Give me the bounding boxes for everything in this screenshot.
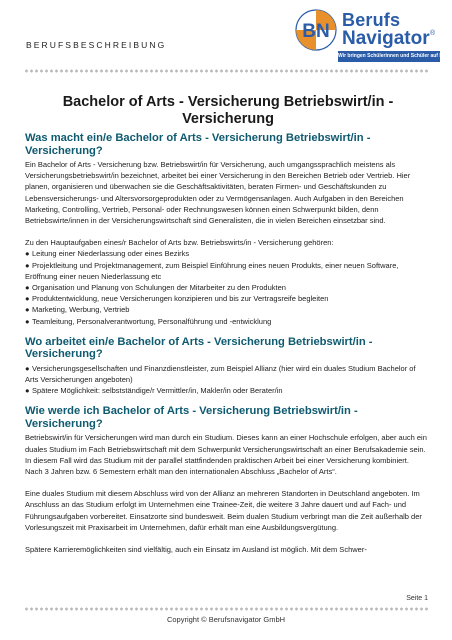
section-heading-was-macht: Was macht ein/e Bachelor of Arts - Versicherung Betriebswirt/in - Versicherung? <box>25 132 371 157</box>
section-heading-wo-arbeitet: Wo arbeitet ein/e Bachelor of Arts - Versicherung Betriebswirt/in - Versicherung? <box>25 335 373 361</box>
list-item: ● Leitung einer Niederlassung oder eines Bezirks <box>25 249 190 259</box>
paragraph: Ein Bachelor of Arts - Versicherung bzw. Betriebswirt/in für Versicherung, auch umgangssprachlich meistens als Versicherungsbetriebswirt/in bezeichnet, arbeitet bei einer Versicherung in den Bereichen Betrieb oder Vertrieb. Hier planen, organisieren und überwachen sie die Geschäftsaktivitäten, beraten Firmen- und Geschäftskunden zu Lebensversicherungs- und Altersvorsorgeprodukten oder zu Vermögensanlagen. Auch Aufgaben in den Bereichen Marketing, Controlling, Vertrieb, Personal- oder Rechnungswesen können einen Schwerpunkt bilden, denn Betriebswirte/innen in der Versicherungswirtschaft sind Generalisten, die in vielen Bereichen einsetzbar sind. <box>25 160 411 226</box>
footer-dotted-divider <box>24 607 428 611</box>
copyright-notice: Copyright © Berufsnavigator GmbH <box>166 615 286 624</box>
berufsnavigator-logo <box>294 8 451 64</box>
bullet-icon: ● <box>25 283 30 293</box>
paragraph: Spätere Karrieremöglichkeiten sind vielfältig, auch ein Einsatz im Ausland ist möglich. Mit dem Schwer- <box>25 545 367 555</box>
paragraph: Zu den Hauptaufgaben eines/r Bachelor of Arts bzw. Betriebswirts/in - Versicherung gehören: <box>25 238 334 248</box>
list-item: ● Produktentwicklung, neue Versicherungen konzipieren und bis zur Vertragsreife begleiten <box>25 294 329 304</box>
bullet-icon: ● <box>25 305 30 315</box>
bullet-icon: ● <box>25 363 30 373</box>
bn-logo-icon <box>294 8 338 52</box>
bullet-icon: ● <box>25 386 30 396</box>
list-item: ● Teamleitung, Personalverantwortung, Personalführung und -entwicklung <box>25 316 272 326</box>
list-item: ● Versicherungsgesellschaften und Finanzdienstleister, zum Beispiel Allianz (hier wird ein duales Studium Bachelor of Arts Versicherungen angeboten) <box>25 363 416 385</box>
document-body <box>25 132 427 555</box>
bullet-icon: ● <box>25 260 30 270</box>
paragraph: Betriebswirt/in für Versicherungen wird man durch ein Studium. Dieses kann an einer Hochschule erfolgen, aber auch ein duales Studium im Fach Betriebswirtschaft mit dem Schwerpunkt Versicherungswirtschaft an einer Berufsakademie sein. In diesem Fall wird das Studium mit der parallel stattfindenden praktischen Arbeit bei einer Versicherung kombiniert. Nach 3 Jahren bzw. 6 Semestern erhält man den internationalen Abschluss „Bachelor of Arts“. <box>25 433 427 477</box>
logo-registered-mark: ® <box>430 30 436 37</box>
header-label: BERUFSBESCHREIBUNG <box>26 40 167 50</box>
paragraph: Eine duales Studium mit diesem Abschluss wird von der Allianz an mehreren Standorten in Deutschland angeboten. Im Anschluss an das Studium erfolgt im Unternehmen eine Trainee-Zeit, die weitere 3 Jahre dauert und auf Fach- und Führungsaufgaben vorbereitet. Einsatzorte sind bundesweit. Beim dualen Studium verbringt man die Zeit außerhalb der Vorlesungszeit mit Praxisarbeit im Unternehmen, dafür erhält man eine Ausbildungsvergütung. <box>25 489 422 532</box>
list-item: ● Organisation und Planung von Schulungen der Mitarbeiter zu den Produkten <box>25 283 286 293</box>
list-item: ● Spätere Möglichkeit: selbstständige/r Vermittler/in, Makler/in oder Berater/in <box>25 386 283 396</box>
page-number: Seite 1 <box>406 595 428 602</box>
logo-mark-letters: BN <box>302 21 330 42</box>
logo-word-navigator: Navigator <box>342 28 430 49</box>
task-list <box>25 248 427 326</box>
list-item: ● Projektleitung und Projektmanagement, zum Beispiel Einführung eines neuen Produkts, einer neuen Software, Eröffnung einer neuen Niederlassung etc <box>25 260 399 281</box>
logo-tagline: Wir bringen Schülerinnen und Schüler auf Kurs <box>338 51 440 62</box>
bullet-icon: ● <box>25 294 30 304</box>
workplace-list <box>25 363 427 397</box>
header-dotted-divider <box>24 69 428 73</box>
logo-word-berufs: Berufs <box>342 10 401 30</box>
section-heading-wie-werde-ich: Wie werde ich Bachelor of Arts - Versicherung Betriebswirt/in - Versicherung? <box>25 405 358 430</box>
list-item: ● Marketing, Werbung, Vertrieb <box>25 305 130 315</box>
bullet-icon: ● <box>25 316 30 326</box>
bullet-icon: ● <box>25 249 30 259</box>
document-title: Bachelor of Arts - Versicherung Betriebswirt/in - Versicherung <box>62 94 394 127</box>
